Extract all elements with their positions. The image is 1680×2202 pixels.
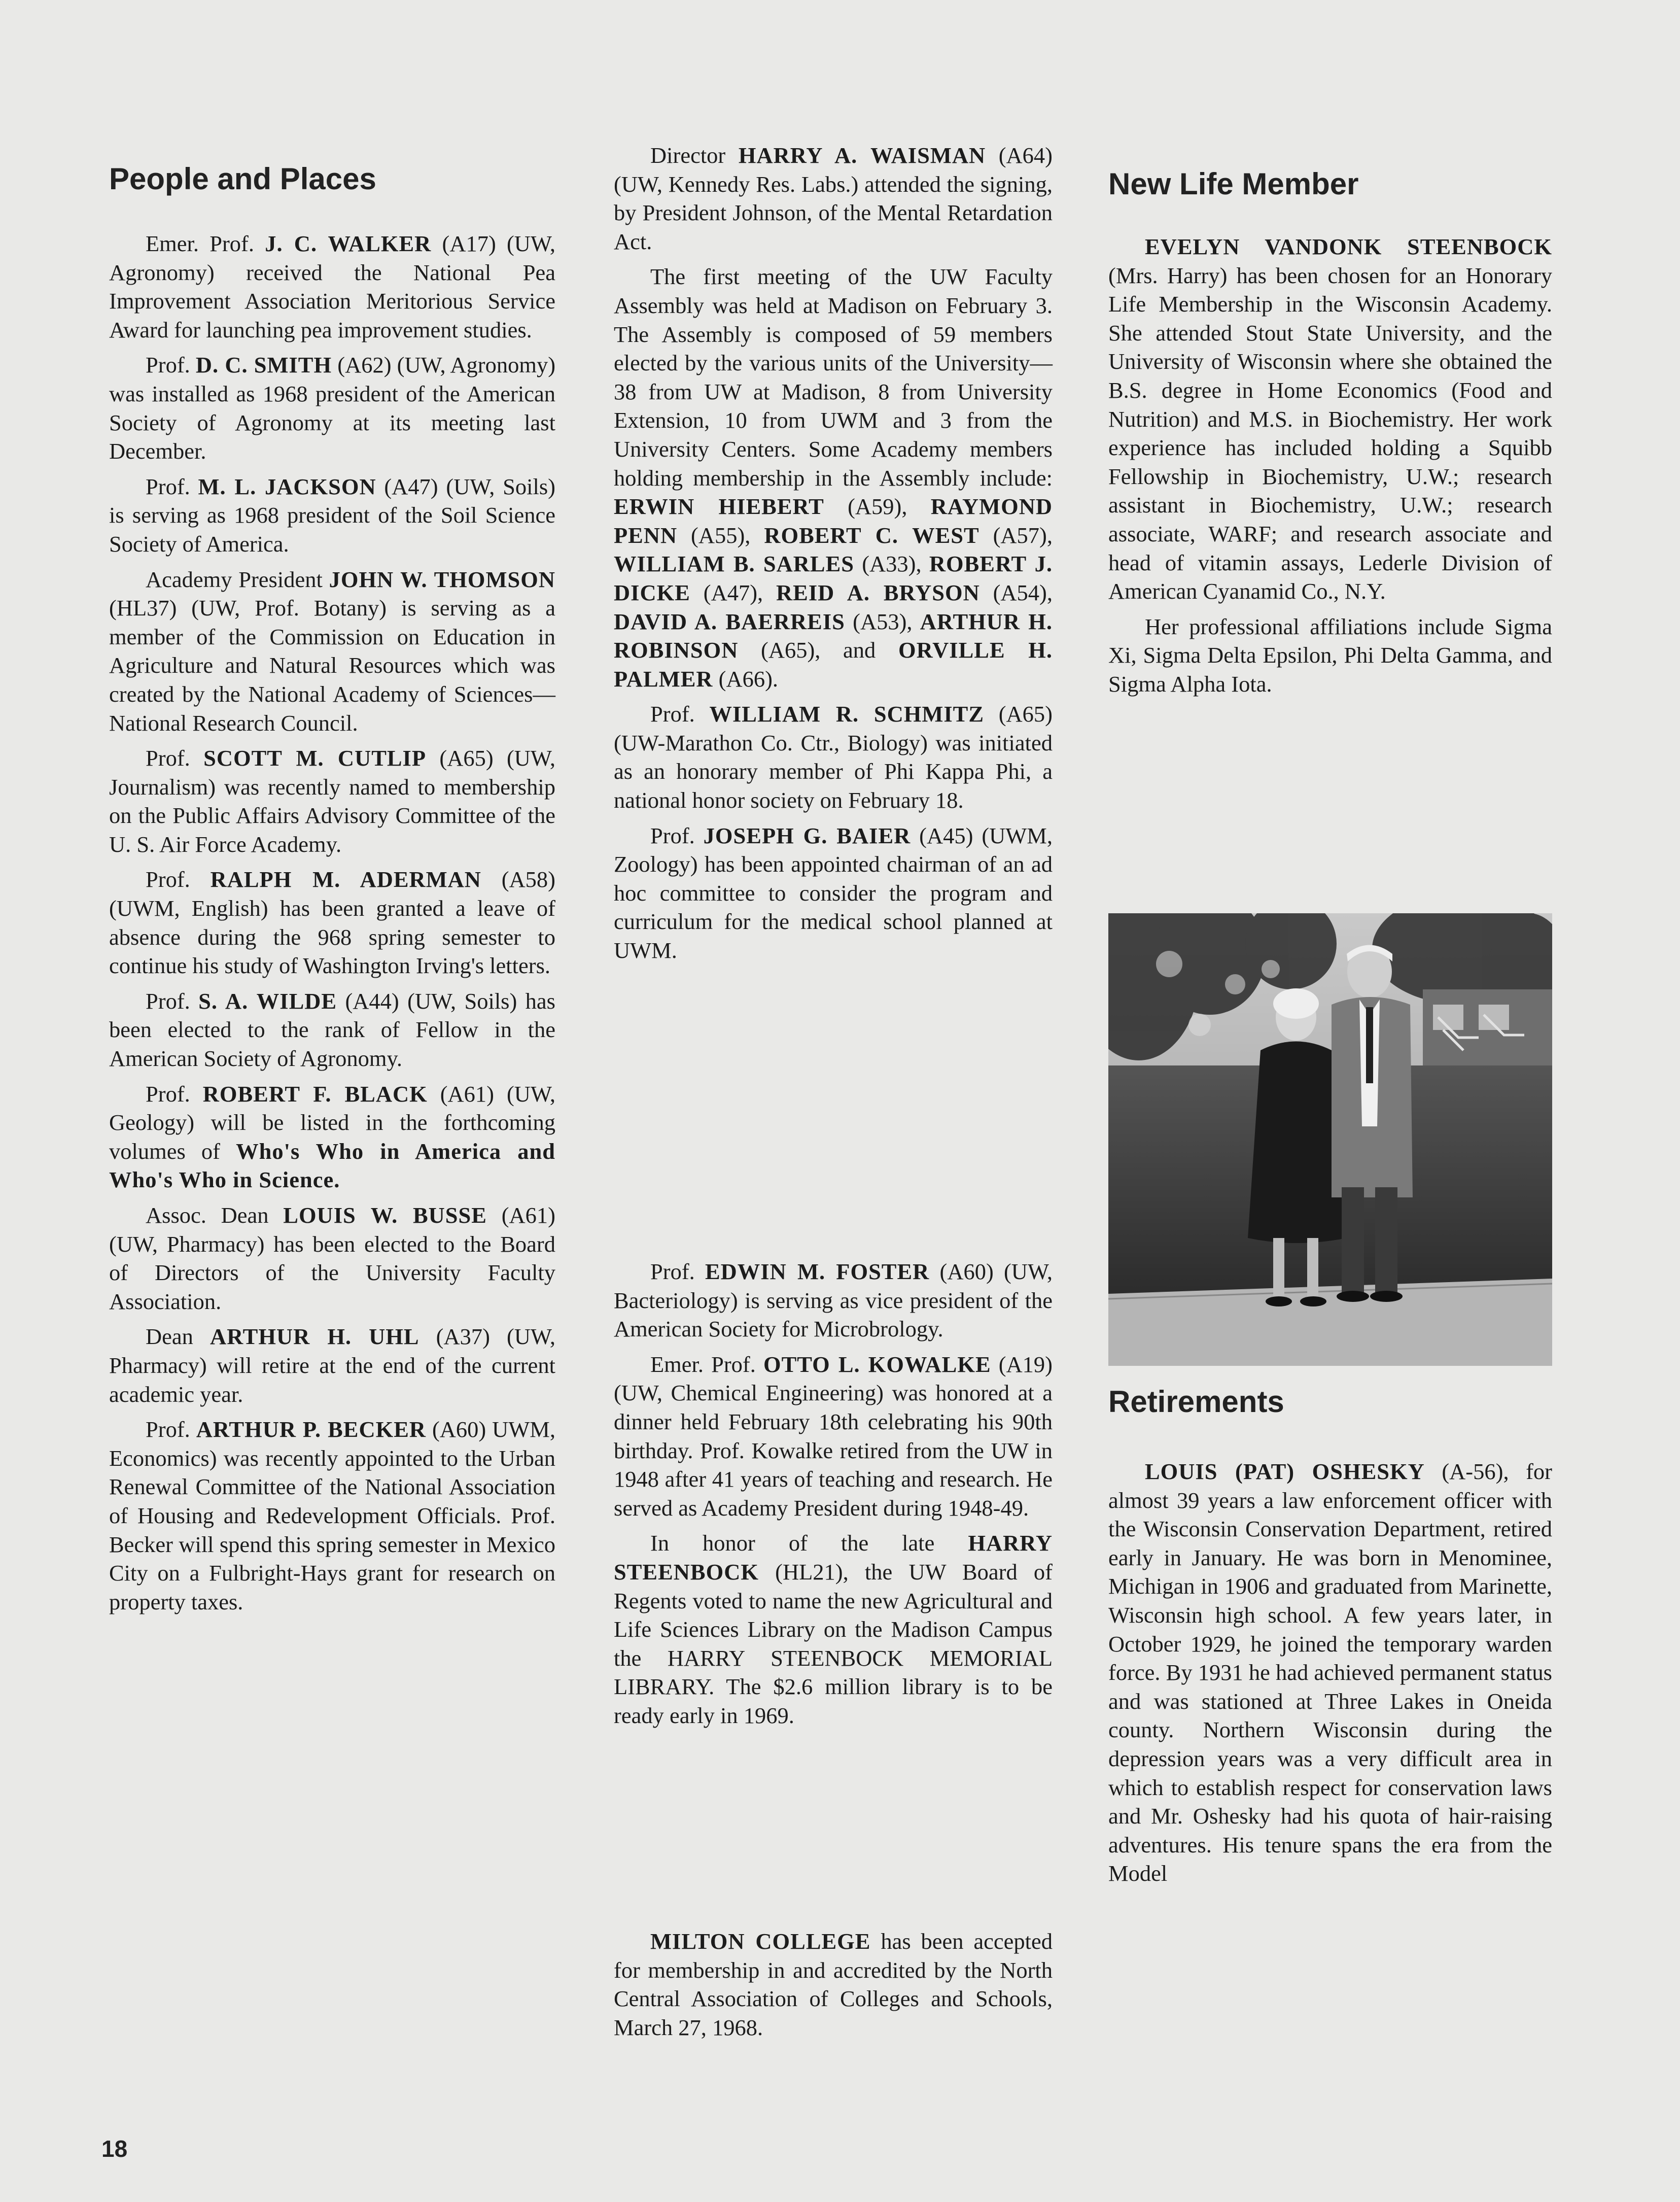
paragraph (109, 987, 555, 1073)
text-run: Prof. (146, 988, 199, 1014)
section-heading-people-and-places: People and Places (109, 162, 376, 196)
bold-name: ARTHUR H. ROBINSON (614, 608, 1053, 663)
paragraph (614, 1927, 1053, 2042)
text-run: Her professional affiliations include Sigma Xi, Sigma Delta Epsilon, Phi Delta Gamma, and Sigma Alpha Iota. (1108, 613, 1552, 697)
text-run: (A65) (UW, Journalism) was recently named to membership on the Public Affairs Advisory Committee of the U. S. Air Force Academy. (109, 745, 555, 857)
bold-name: ERWIN HIEBERT (614, 494, 824, 520)
photo-couple-portrait (1108, 913, 1552, 1366)
text-run: (A61) (UW, Geology) will be listed in the forthcoming volumes of (109, 1081, 555, 1164)
paragraph (109, 1201, 555, 1316)
bold-name: LOUIS (PAT) OSHESKY (1145, 1459, 1425, 1484)
text-run: Prof. (146, 352, 196, 378)
text-run: Emer. Prof. (650, 1351, 763, 1377)
text-run: (A45) (UWM, Zoology) has been appointed chairman of an ad hoc committee to consider the program and curriculum for the medical school planned at UWM. (614, 822, 1053, 964)
column-middle-text-block-1 (614, 141, 1053, 972)
bold-name: OTTO L. KOWALKE (763, 1351, 991, 1377)
bold-name: EVELYN VANDONK STEENBOCK (1145, 234, 1552, 259)
paragraph (614, 1529, 1053, 1730)
text-run: (A57), (979, 522, 1053, 548)
text-run: Prof. (650, 822, 704, 848)
text-run: Assoc. Dean (146, 1202, 284, 1228)
text-run: Prof. (146, 1081, 203, 1107)
text-run: Director (650, 143, 739, 168)
bold-name: MILTON COLLEGE (650, 1929, 871, 1954)
paragraph (614, 262, 1053, 693)
text-run: (A54), (979, 579, 1053, 605)
paragraph (109, 472, 555, 559)
paragraph (614, 1257, 1053, 1344)
text-run: (A66). (713, 666, 779, 692)
text-run: (A47) (UW, Soils) is serving as 1968 president of the Soil Science Society of America. (109, 473, 555, 557)
text-run: (A44) (UW, Soils) has been elected to the rank of Fellow in the American Society of Agronomy. (109, 988, 556, 1072)
bold-name: D. C. SMITH (195, 352, 332, 378)
paragraph (614, 141, 1053, 256)
text-run: Prof. (650, 1259, 705, 1284)
paragraph (109, 1080, 555, 1194)
text-run: The first meeting of the UW Faculty Assembly was held at Madison on February 3. The Assembly is composed of 59 members elected by the various units of the University—38 from UW at Madison, 8 from University Extension, 10 from UWM and 3 from the University Centers. Some Academy members holding membership in the Assembly include: (614, 264, 1053, 491)
text-run: Academy President (146, 566, 329, 592)
paragraph (1108, 612, 1552, 699)
paragraph (1108, 232, 1552, 606)
bold-name: EDWIN M. FOSTER (705, 1259, 930, 1284)
text-run: (A33), (854, 551, 929, 577)
paragraph (614, 700, 1053, 814)
text-run: (A65), and (738, 637, 898, 663)
text-run: (A55), (677, 522, 764, 548)
bold-name: ROBERT C. WEST (764, 522, 979, 548)
section-heading-new-life-member: New Life Member (1108, 167, 1359, 201)
text-run: (A62) (UW, Agronomy) was installed as 1968 president of the American Society of Agronomy at its meeting last December. (109, 352, 556, 464)
paragraph (109, 1322, 555, 1408)
bold-name: JOSEPH G. BAIER (703, 822, 911, 848)
bold-name: ROBERT J. DICKE (614, 551, 1053, 605)
text-run: Prof. (146, 1417, 196, 1442)
text-run: Prof. (650, 701, 710, 727)
bold-name: ARTHUR H. UHL (209, 1324, 419, 1350)
bold-name: DAVID A. BAERREIS (614, 608, 845, 634)
text-run: (A59), (824, 494, 931, 520)
text-run: (A17) (UW, Agronomy) received the National Pea Improvement Association Meritorious Service Award for launching pea improvement studies. (109, 231, 555, 342)
bold-name: S. A. WILDE (198, 988, 337, 1014)
new-life-member-text (1108, 232, 1552, 705)
text-run: In honor of the late (650, 1530, 968, 1556)
bold-name: HARRY STEENBOCK (614, 1530, 1053, 1585)
column-middle-text-block-3 (614, 1927, 1053, 2048)
text-run: (A-56), for almost 39 years a law enforcement officer with the Wisconsin Conservation Department, retired early in January. He was born in Menominee, Michigan in 1906 and graduated from Marinette, Wisconsin high school. A few years later, in October 1929, he joined the temporary warden force. By 1931 he had achieved permanent status and was stationed at Three Lakes in Oneida county. Northern Wisconsin during the depression years was a very difficult area in which to establish respect for conservation laws and Mr. Oshesky had his quota of hair-raising adventures. His tenure spans the era from the Model (1108, 1459, 1553, 1886)
text-run: (A64) (UW, Kennedy Res. Labs.) attended the signing, by President Johnson, of the Mental Retardation Act. (614, 143, 1053, 254)
text-run: (A37) (UW, Pharmacy) will retire at the end of the current academic year. (109, 1324, 555, 1407)
text-run: Emer. Prof. (146, 231, 265, 256)
section-heading-retirements: Retirements (1108, 1385, 1284, 1419)
bold-name: J. C. WALKER (265, 231, 432, 256)
text-run: has been accepted for membership in and accredited by the North Central Association of Colleges and Schools, March 27, 1968. (614, 1929, 1053, 2040)
bold-name: M. L. JACKSON (198, 473, 376, 499)
bold-name: HARRY A. WAISMAN (738, 143, 986, 168)
bold-name: REID A. BRYSON (776, 579, 980, 605)
paragraph (614, 821, 1053, 965)
text-run: (A61) (UW, Pharmacy) has been elected to the Board of Directors of the University Faculty Association. (109, 1202, 555, 1314)
text-run: (A65) (UW-Marathon Co. Ctr., Biology) was initiated as an honorary member of Phi Kappa Phi, a national honor society on February 18. (614, 701, 1053, 813)
retirements-text (1108, 1457, 1552, 1895)
paragraph (109, 565, 555, 738)
text-run: (HL37) (UW, Prof. Botany) is serving as a member of the Commission on Education in Agriculture and Natural Resources which was created by the National Academy of Sciences—National Research Council. (109, 595, 555, 736)
text-run: (A58) (UWM, English) has been granted a leave of absence during the 968 spring semester to continue his study of Washington Irving's letters. (109, 867, 556, 979)
bold-name: RAYMOND PENN (614, 494, 1053, 548)
page-number: 18 (101, 2136, 128, 2162)
people-and-places-text (109, 229, 555, 1623)
text-run: Prof. (146, 473, 198, 499)
bold-name: ORVILLE H. PALMER (614, 637, 1053, 692)
paragraph (109, 351, 555, 465)
paragraph (109, 1415, 555, 1616)
paragraph (109, 229, 555, 344)
text-run: (Mrs. Harry) has been chosen for an Honorary Life Membership in the Wisconsin Academy. She attended Stout State University, and the University of Wisconsin where she obtained the B.S. degree in Home Economics (Food and Nutrition) and M.S. in Biochemistry. Her work experience has included holding a Squibb Fellowship in Biochemistry, U.W.; research assistant in Biochemistry, U.W.; research associate, WARF; and research associate and head of vitamin assays, Lederle Division of American Cyanamid Co., N.Y. (1108, 262, 1552, 604)
bold-name: WILLIAM B. SARLES (614, 551, 855, 577)
paragraph (614, 1350, 1053, 1523)
text-run: (A47), (690, 579, 777, 605)
paragraph (109, 865, 555, 980)
bold-name: Who's Who in America and Who's Who in Science. (109, 1138, 555, 1193)
text-run: (A19) (UW, Chemical Engineering) was honored at a dinner held February 18th celebrating his 90th birthday. Prof. Kowalke retired from the UW in 1948 after 41 years of teaching and research. He served as Academy President during 1948-49. (614, 1351, 1053, 1521)
bold-name: RALPH M. ADERMAN (210, 867, 481, 892)
column-middle-text-block-2 (614, 1257, 1053, 1737)
bold-name: ROBERT F. BLACK (202, 1081, 428, 1107)
bold-name: JOHN W. THOMSON (329, 566, 555, 592)
bold-name: SCOTT M. CUTLIP (203, 745, 427, 771)
text-run: Prof. (146, 867, 211, 892)
text-run: (A60) (UW, Bacteriology) is serving as vice president of the American Society for Microbrology. (614, 1259, 1053, 1342)
paragraph (1108, 1457, 1552, 1888)
text-run: (HL21), the UW Board of Regents voted to name the new Agricultural and Life Sciences Library on the Madison Campus the HARRY STEENBOCK MEMORIAL LIBRARY. The $2.6 million library is to be ready early in 1969. (614, 1559, 1053, 1728)
bold-name: ARTHUR P. BECKER (196, 1417, 427, 1442)
text-run: Prof. (146, 745, 204, 771)
bold-name: WILLIAM R. SCHMITZ (709, 701, 984, 727)
text-run: (A60) UWM, Economics) was recently appointed to the Urban Renewal Committee of the National Association of Housing and Redevelopment Officials. Prof. Becker will spend this spring semester in Mexico City on a Fulbright-Hays grant for research on property taxes. (109, 1417, 555, 1614)
bold-name: LOUIS W. BUSSE (283, 1202, 487, 1228)
text-run: Dean (146, 1324, 210, 1350)
text-run: (A53), (845, 608, 920, 634)
paragraph (109, 744, 555, 858)
